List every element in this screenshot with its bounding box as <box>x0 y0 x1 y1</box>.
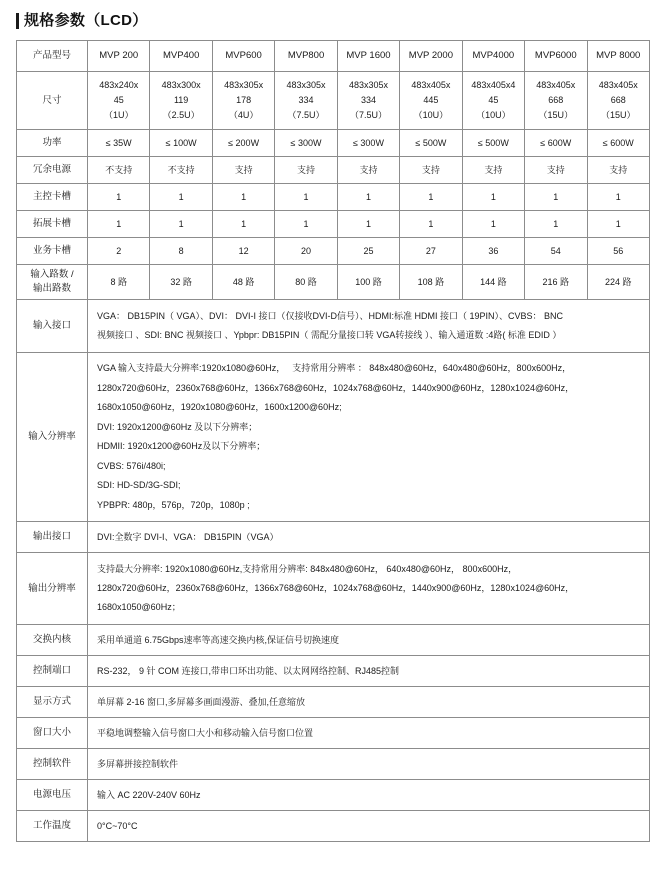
table-row <box>17 553 650 625</box>
row-value-cell: 支持 <box>212 157 274 184</box>
description-line: 1280x720@60Hz，2360x768@60Hz，1366x768@60Hz，1024x768@60Hz，1440x900@60Hz，1280x1024@60Hz， <box>97 583 575 593</box>
value-line: 178 <box>236 95 252 105</box>
header-model-cell: MVP4000 <box>462 41 524 72</box>
value-line: 483x305x <box>286 80 326 90</box>
row-label-line: 输出路数 <box>32 283 71 294</box>
row-label-cell: 电源电压 <box>17 780 88 811</box>
table-row <box>17 522 650 553</box>
page-title <box>16 10 148 32</box>
table-row <box>17 625 650 656</box>
row-label-cell: 尺寸 <box>17 72 88 130</box>
row-value-cell: 27 <box>400 238 462 265</box>
row-value-cell: 224 路 <box>587 265 650 300</box>
row-value-cell: ≤ 600W <box>587 130 650 157</box>
row-value-cell: 支持 <box>587 157 650 184</box>
row-value-cell: 1 <box>525 211 587 238</box>
value-line: （10U） <box>476 110 511 120</box>
row-value-cell: 1 <box>88 211 150 238</box>
value-line: 483x405x <box>598 80 638 90</box>
row-value-cell: 108 路 <box>400 265 462 300</box>
description-line: 0°C~70°C <box>97 821 138 831</box>
description-line: 1680x1050@60Hz； <box>97 602 181 612</box>
row-label-cell: 工作温度 <box>17 811 88 842</box>
row-label-cell: 输入分辨率 <box>17 353 88 522</box>
row-value-cell <box>150 72 212 130</box>
header-model-cell: MVP 8000 <box>587 41 650 72</box>
value-line: （2.5U） <box>162 110 200 120</box>
value-line: 45 <box>113 95 124 105</box>
row-description-cell <box>88 656 650 687</box>
value-line: 483x405x <box>536 80 576 90</box>
row-value-cell: 216 路 <box>525 265 587 300</box>
row-value-cell: 1 <box>337 184 399 211</box>
row-value-cell: ≤ 300W <box>337 130 399 157</box>
value-line: 483x240x <box>99 80 139 90</box>
header-model-cell: MVP 2000 <box>400 41 462 72</box>
row-value-cell: 36 <box>462 238 524 265</box>
table-row <box>17 811 650 842</box>
row-value-cell: 支持 <box>400 157 462 184</box>
row-label-cell: 控制端口 <box>17 656 88 687</box>
description-line: YPBPR: 480p，576p，720p，1080p ; <box>97 499 250 510</box>
table-row <box>17 300 650 353</box>
table-row <box>17 718 650 749</box>
row-value-cell: 144 路 <box>462 265 524 300</box>
row-value-cell <box>587 72 650 130</box>
row-label-cell: 交换内核 <box>17 625 88 656</box>
row-description-cell <box>88 718 650 749</box>
row-label-cell: 主控卡槽 <box>17 184 88 211</box>
row-description-cell <box>88 749 650 780</box>
row-value-cell: 32 路 <box>150 265 212 300</box>
description-line: 输入 AC 220V-240V 60Hz <box>97 790 201 800</box>
value-line: （7.5U） <box>287 110 325 120</box>
value-line: 445 <box>423 95 439 105</box>
value-line: （4U） <box>228 110 259 120</box>
description-line: 采用单通道 6.75Gbps速率等高速交换内核,保证信号切换速度 <box>97 635 340 645</box>
row-value-cell: ≤ 500W <box>400 130 462 157</box>
table-row <box>17 211 650 238</box>
table-row <box>17 157 650 184</box>
row-value-cell: ≤ 600W <box>525 130 587 157</box>
value-line: 334 <box>298 95 314 105</box>
row-value-cell: 1 <box>337 211 399 238</box>
row-value-cell: 48 路 <box>212 265 274 300</box>
description-line: 多屏幕拼接控制软件 <box>97 759 179 769</box>
row-description-cell <box>88 522 650 553</box>
header-model-cell: MVP 200 <box>88 41 150 72</box>
table-row <box>17 780 650 811</box>
value-line: （15U） <box>538 110 574 120</box>
value-line: 45 <box>488 95 499 105</box>
row-value-cell: 1 <box>150 184 212 211</box>
row-value-cell: 80 路 <box>275 265 337 300</box>
specification-table <box>16 40 650 842</box>
table-row <box>17 687 650 718</box>
row-value-cell: 12 <box>212 238 274 265</box>
row-value-cell: 20 <box>275 238 337 265</box>
row-value-cell: ≤ 100W <box>150 130 212 157</box>
row-value-cell: ≤ 300W <box>275 130 337 157</box>
row-value-cell: 1 <box>212 211 274 238</box>
description-line: 1280x720@60Hz，2360x768@60Hz，1366x768@60Hz，1024x768@60Hz，1440x900@60Hz，1280x1024@60Hz， <box>97 382 575 393</box>
value-line: 483x405x <box>411 80 451 90</box>
row-value-cell: ≤ 35W <box>88 130 150 157</box>
table-row <box>17 184 650 211</box>
value-line: 483x300x <box>161 80 201 90</box>
header-model-cell: MVP 1600 <box>337 41 399 72</box>
row-value-cell: 1 <box>88 184 150 211</box>
row-value-cell: 1 <box>400 184 462 211</box>
spec-table-body <box>17 41 650 842</box>
description-line: HDMII: 1920x1200@60Hz及以下分辨率； <box>97 441 266 451</box>
table-row <box>17 656 650 687</box>
row-value-cell: 25 <box>337 238 399 265</box>
description-line: VGA 输入支持最大分辨率:1920x1080@60Hz， 支持常用分辨率 ： 848x480@60Hz，640x480@60Hz，800x600Hz， <box>97 363 572 373</box>
row-label-cell: 输入接口 <box>17 300 88 353</box>
row-value-cell: 支持 <box>462 157 524 184</box>
row-value-cell: 100 路 <box>337 265 399 300</box>
row-value-cell <box>212 72 274 130</box>
description-line: DVI:全数字 DVI-I、VGA： DB15PIN（VGA） <box>97 532 279 542</box>
table-row <box>17 265 650 300</box>
row-value-cell: 支持 <box>337 157 399 184</box>
header-model-cell: MVP800 <box>275 41 337 72</box>
description-line: 平稳地调整输入信号窗口大小和移动输入信号窗口位置 <box>97 728 314 738</box>
row-value-cell: 54 <box>525 238 587 265</box>
row-description-cell <box>88 353 650 522</box>
value-line: （1U） <box>103 110 134 120</box>
row-description-cell <box>88 687 650 718</box>
row-value-cell: 1 <box>275 211 337 238</box>
table-row <box>17 749 650 780</box>
row-value-cell: ≤ 200W <box>212 130 274 157</box>
row-value-cell: 2 <box>88 238 150 265</box>
description-line: 视频接口 、SDI: BNC 视频接口 、Ypbpr: DB15PIN（ 需配分量接口转 VGA转接线 ）、输入通道数 :4路( 标准 EDID ） <box>97 330 562 340</box>
row-value-cell: 不支持 <box>150 157 212 184</box>
row-value-cell: 1 <box>587 211 650 238</box>
description-line: SDI: HD-SD/3G-SDI; <box>97 480 181 490</box>
row-value-cell: 1 <box>150 211 212 238</box>
row-value-cell <box>462 72 524 130</box>
description-line: VGA： DB15PIN（ VGA）、DVI： DVI-I 接口（仅接收DVI-D信号）、HDMI:标准 HDMI 接口（ 19PIN）、CVBS： BNC <box>97 311 564 321</box>
description-line: RS-232， 9 针 COM 连接口,带串口环出功能、以太网网络控制、RJ485控制 <box>97 666 400 676</box>
row-label-cell: 冗余电源 <box>17 157 88 184</box>
row-value-cell <box>337 72 399 130</box>
description-line: CVBS: 576i/480i; <box>97 460 166 471</box>
table-row <box>17 72 650 130</box>
row-value-cell: ≤ 500W <box>462 130 524 157</box>
row-value-cell: 56 <box>587 238 650 265</box>
table-row <box>17 238 650 265</box>
description-line: DVI: 1920x1200@60Hz 及以下分辨率； <box>97 421 258 432</box>
description-line: 单屏幕 2-16 窗口,多屏幕多画面漫游、叠加,任意缩放 <box>97 697 306 707</box>
row-label-line: 输入路数 / <box>30 269 74 280</box>
row-label-cell: 拓展卡槽 <box>17 211 88 238</box>
row-value-cell: 1 <box>275 184 337 211</box>
row-description-cell <box>88 811 650 842</box>
row-description-cell <box>88 780 650 811</box>
row-value-cell: 1 <box>400 211 462 238</box>
row-value-cell <box>88 72 150 130</box>
row-label-cell: 显示方式 <box>17 687 88 718</box>
row-value-cell: 8 <box>150 238 212 265</box>
row-label-cell: 窗口大小 <box>17 718 88 749</box>
row-description-cell <box>88 625 650 656</box>
row-value-cell <box>275 72 337 130</box>
description-line: 1680x1050@60Hz，1920x1080@60Hz，1600x1200@60Hz; <box>97 402 342 412</box>
row-label-cell: 控制软件 <box>17 749 88 780</box>
row-description-cell <box>88 300 650 353</box>
value-line: 668 <box>610 95 626 105</box>
value-line: 119 <box>173 95 189 105</box>
row-value-cell: 1 <box>462 184 524 211</box>
row-label-cell <box>17 265 88 300</box>
value-line: 668 <box>548 95 564 105</box>
table-row <box>17 130 650 157</box>
row-value-cell: 1 <box>212 184 274 211</box>
table-row <box>17 353 650 522</box>
value-line: （7.5U） <box>349 110 387 120</box>
row-value-cell: 不支持 <box>88 157 150 184</box>
value-line: 483x405x4 <box>471 80 516 90</box>
row-label-cell: 输出接口 <box>17 522 88 553</box>
value-line: 483x305x <box>224 80 264 90</box>
row-value-cell: 支持 <box>275 157 337 184</box>
header-model-cell: MVP600 <box>212 41 274 72</box>
header-label-cell: 产品型号 <box>17 41 88 72</box>
page-title-text: 规格参数（LCD） <box>24 12 148 29</box>
title-accent-bar <box>16 13 19 29</box>
value-line: （15U） <box>600 110 636 120</box>
description-line: 支持最大分辨率: 1920x1080@60Hz,支持常用分辨率: 848x480@60Hz， 640x480@60Hz， 800x600Hz， <box>97 564 518 574</box>
value-line: （10U） <box>413 110 449 120</box>
row-value-cell: 支持 <box>525 157 587 184</box>
row-value-cell: 1 <box>462 211 524 238</box>
row-value-cell: 8 路 <box>88 265 150 300</box>
value-line: 334 <box>360 95 376 105</box>
value-line: 483x305x <box>348 80 388 90</box>
row-label-cell: 业务卡槽 <box>17 238 88 265</box>
row-value-cell: 1 <box>525 184 587 211</box>
row-value-cell <box>525 72 587 130</box>
header-model-cell: MVP400 <box>150 41 212 72</box>
row-description-cell <box>88 553 650 625</box>
row-value-cell <box>400 72 462 130</box>
row-label-cell: 功率 <box>17 130 88 157</box>
header-model-cell: MVP6000 <box>525 41 587 72</box>
table-header-row <box>17 41 650 72</box>
row-value-cell: 1 <box>587 184 650 211</box>
row-label-cell: 输出分辨率 <box>17 553 88 625</box>
